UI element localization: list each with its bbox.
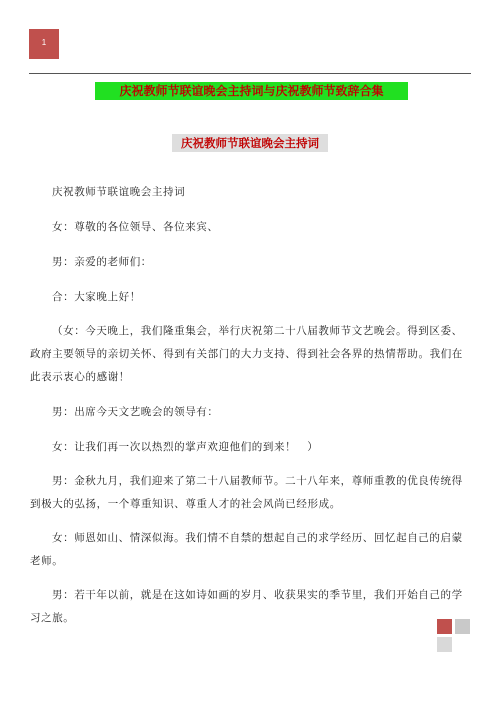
document-title: 庆祝教师节联谊晚会主持词与庆祝教师节致辞合集	[95, 82, 408, 100]
paragraph: （女：今天晚上，我们隆重集会，举行庆祝第二十八届教师节文艺晚会。得到区委、政府主要领导的亲切关怀、得到有关部门的大力支持、得到社会各界的热情帮助。我们在此表示衷心的感谢！	[30, 325, 463, 383]
paragraph: 女：师恩如山、情深似海。我们情不自禁的想起自己的求学经历、回忆起自己的启蒙老师。	[30, 532, 463, 567]
paragraph: 女：尊敬的各位领导、各位来宾、	[52, 221, 219, 233]
paragraph: 男：金秋九月，我们迎来了第二十八届教师节。二十八年来，尊师重教的优良传统得到极大的弘扬，一个尊重知识、尊重人才的社会风尚已经形成。	[30, 475, 463, 510]
decor-square-red	[437, 619, 452, 634]
paragraph: 庆祝教师节联谊晚会主持词	[52, 186, 186, 198]
paragraph: 男：出席今天文艺晚会的领导有：	[52, 406, 219, 418]
document-body	[30, 180, 470, 641]
paragraph: 男：若干年以前，就是在这如诗如画的岁月、收获果实的季节里，我们开始自己的学习之旅。	[30, 589, 463, 624]
paragraph: 女：让我们再一次以热烈的掌声欢迎他们的到来！ ）	[52, 441, 319, 453]
paragraph: 男：亲爱的老师们：	[52, 256, 152, 268]
paragraph: 合：大家晚上好！	[52, 291, 141, 303]
corner-decoration	[437, 619, 471, 653]
decor-square-gray	[437, 637, 452, 652]
header-divider	[29, 73, 471, 74]
decor-square-gray	[455, 619, 470, 634]
page-number-badge: 1	[29, 29, 59, 59]
section-subtitle: 庆祝教师节联谊晚会主持词	[172, 134, 328, 152]
